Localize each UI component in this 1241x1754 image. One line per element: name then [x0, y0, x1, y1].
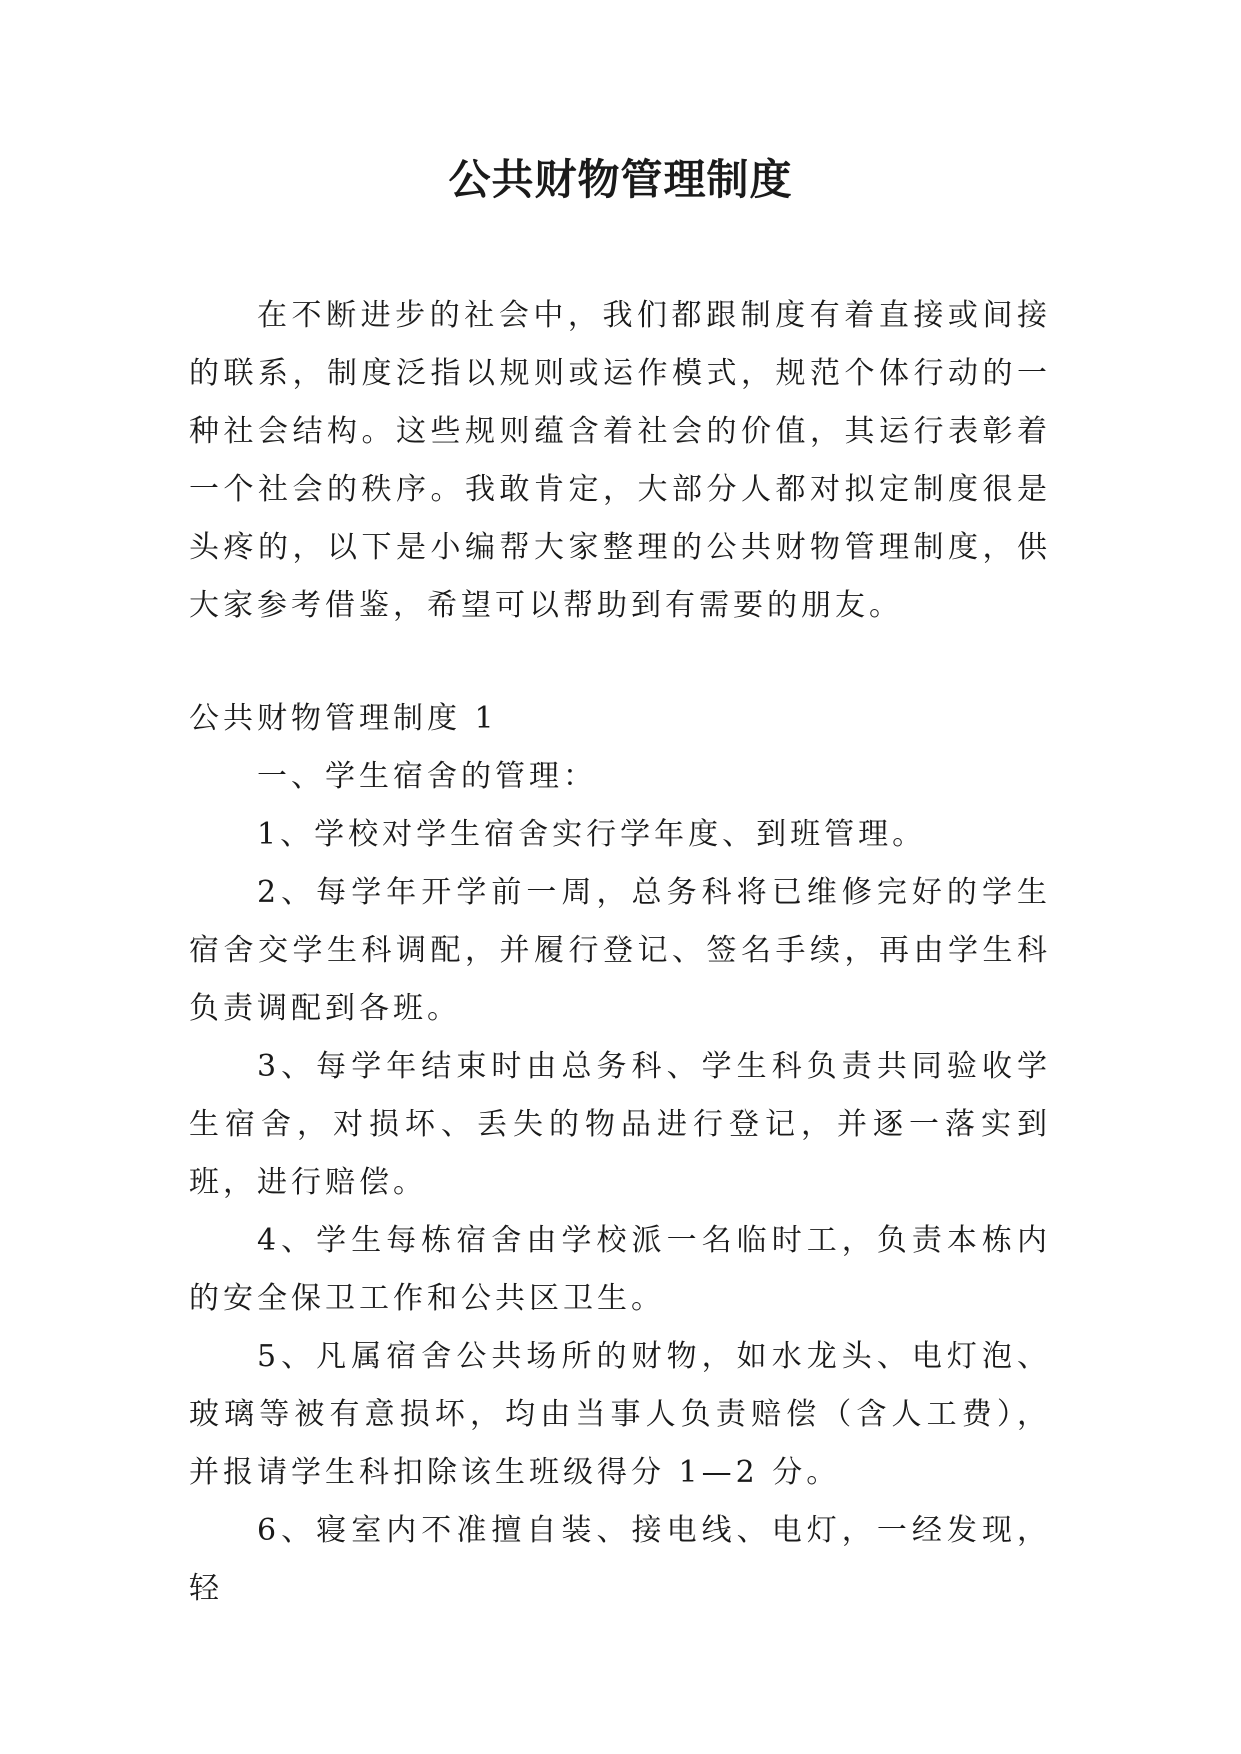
list-item-3: 3、每学年结束时由总务科、学生科负责共同验收学生宿舍，对损坏、丢失的物品进行登记，并逐一落实到班，进行赔偿。 [189, 1049, 1051, 1200]
section-1 [189, 690, 1051, 1618]
list-item-2: 2、每学年开学前一周，总务科将已维修完好的学生宿舍交学生科调配，并履行登记、签名手续，再由学生科负责调配到各班。 [189, 875, 1051, 1026]
list-item-6: 6、寝室内不准擅自装、接电线、电灯，一经发现，轻 [189, 1513, 1051, 1606]
list-item-5: 5、凡属宿舍公共场所的财物，如水龙头、电灯泡、玻璃等被有意损坏，均由当事人负责赔偿（含人工费），并报请学生科扣除该生班级得分 1—2 分。 [189, 1339, 1051, 1490]
list-item-1: 1、学校对学生宿舍实行学年度、到班管理。 [257, 817, 927, 852]
list-item-4: 4、学生每栋宿舍由学校派一名临时工，负责本栋内的安全保卫工作和公共区卫生。 [189, 1223, 1051, 1316]
intro-section [189, 287, 1051, 635]
document-title: 公共财物管理制度 [448, 155, 793, 204]
intro-paragraph: 在不断进步的社会中，我们都跟制度有着直接或间接的联系，制度泛指以规则或运作模式，规范个体行动的一种社会结构。这些规则蕴含着社会的价值，其运行表彰着一个社会的秩序。我敢肯定，大部分人都对拟定制度很是头疼的，以下是小编帮大家整理的公共财物管理制度，供大家参考借鉴，希望可以帮助到有需要的朋友。 [189, 298, 1051, 623]
section-subheading: 一、学生宿舍的管理： [257, 759, 597, 794]
section-heading: 公共财物管理制度 1 [189, 701, 498, 736]
